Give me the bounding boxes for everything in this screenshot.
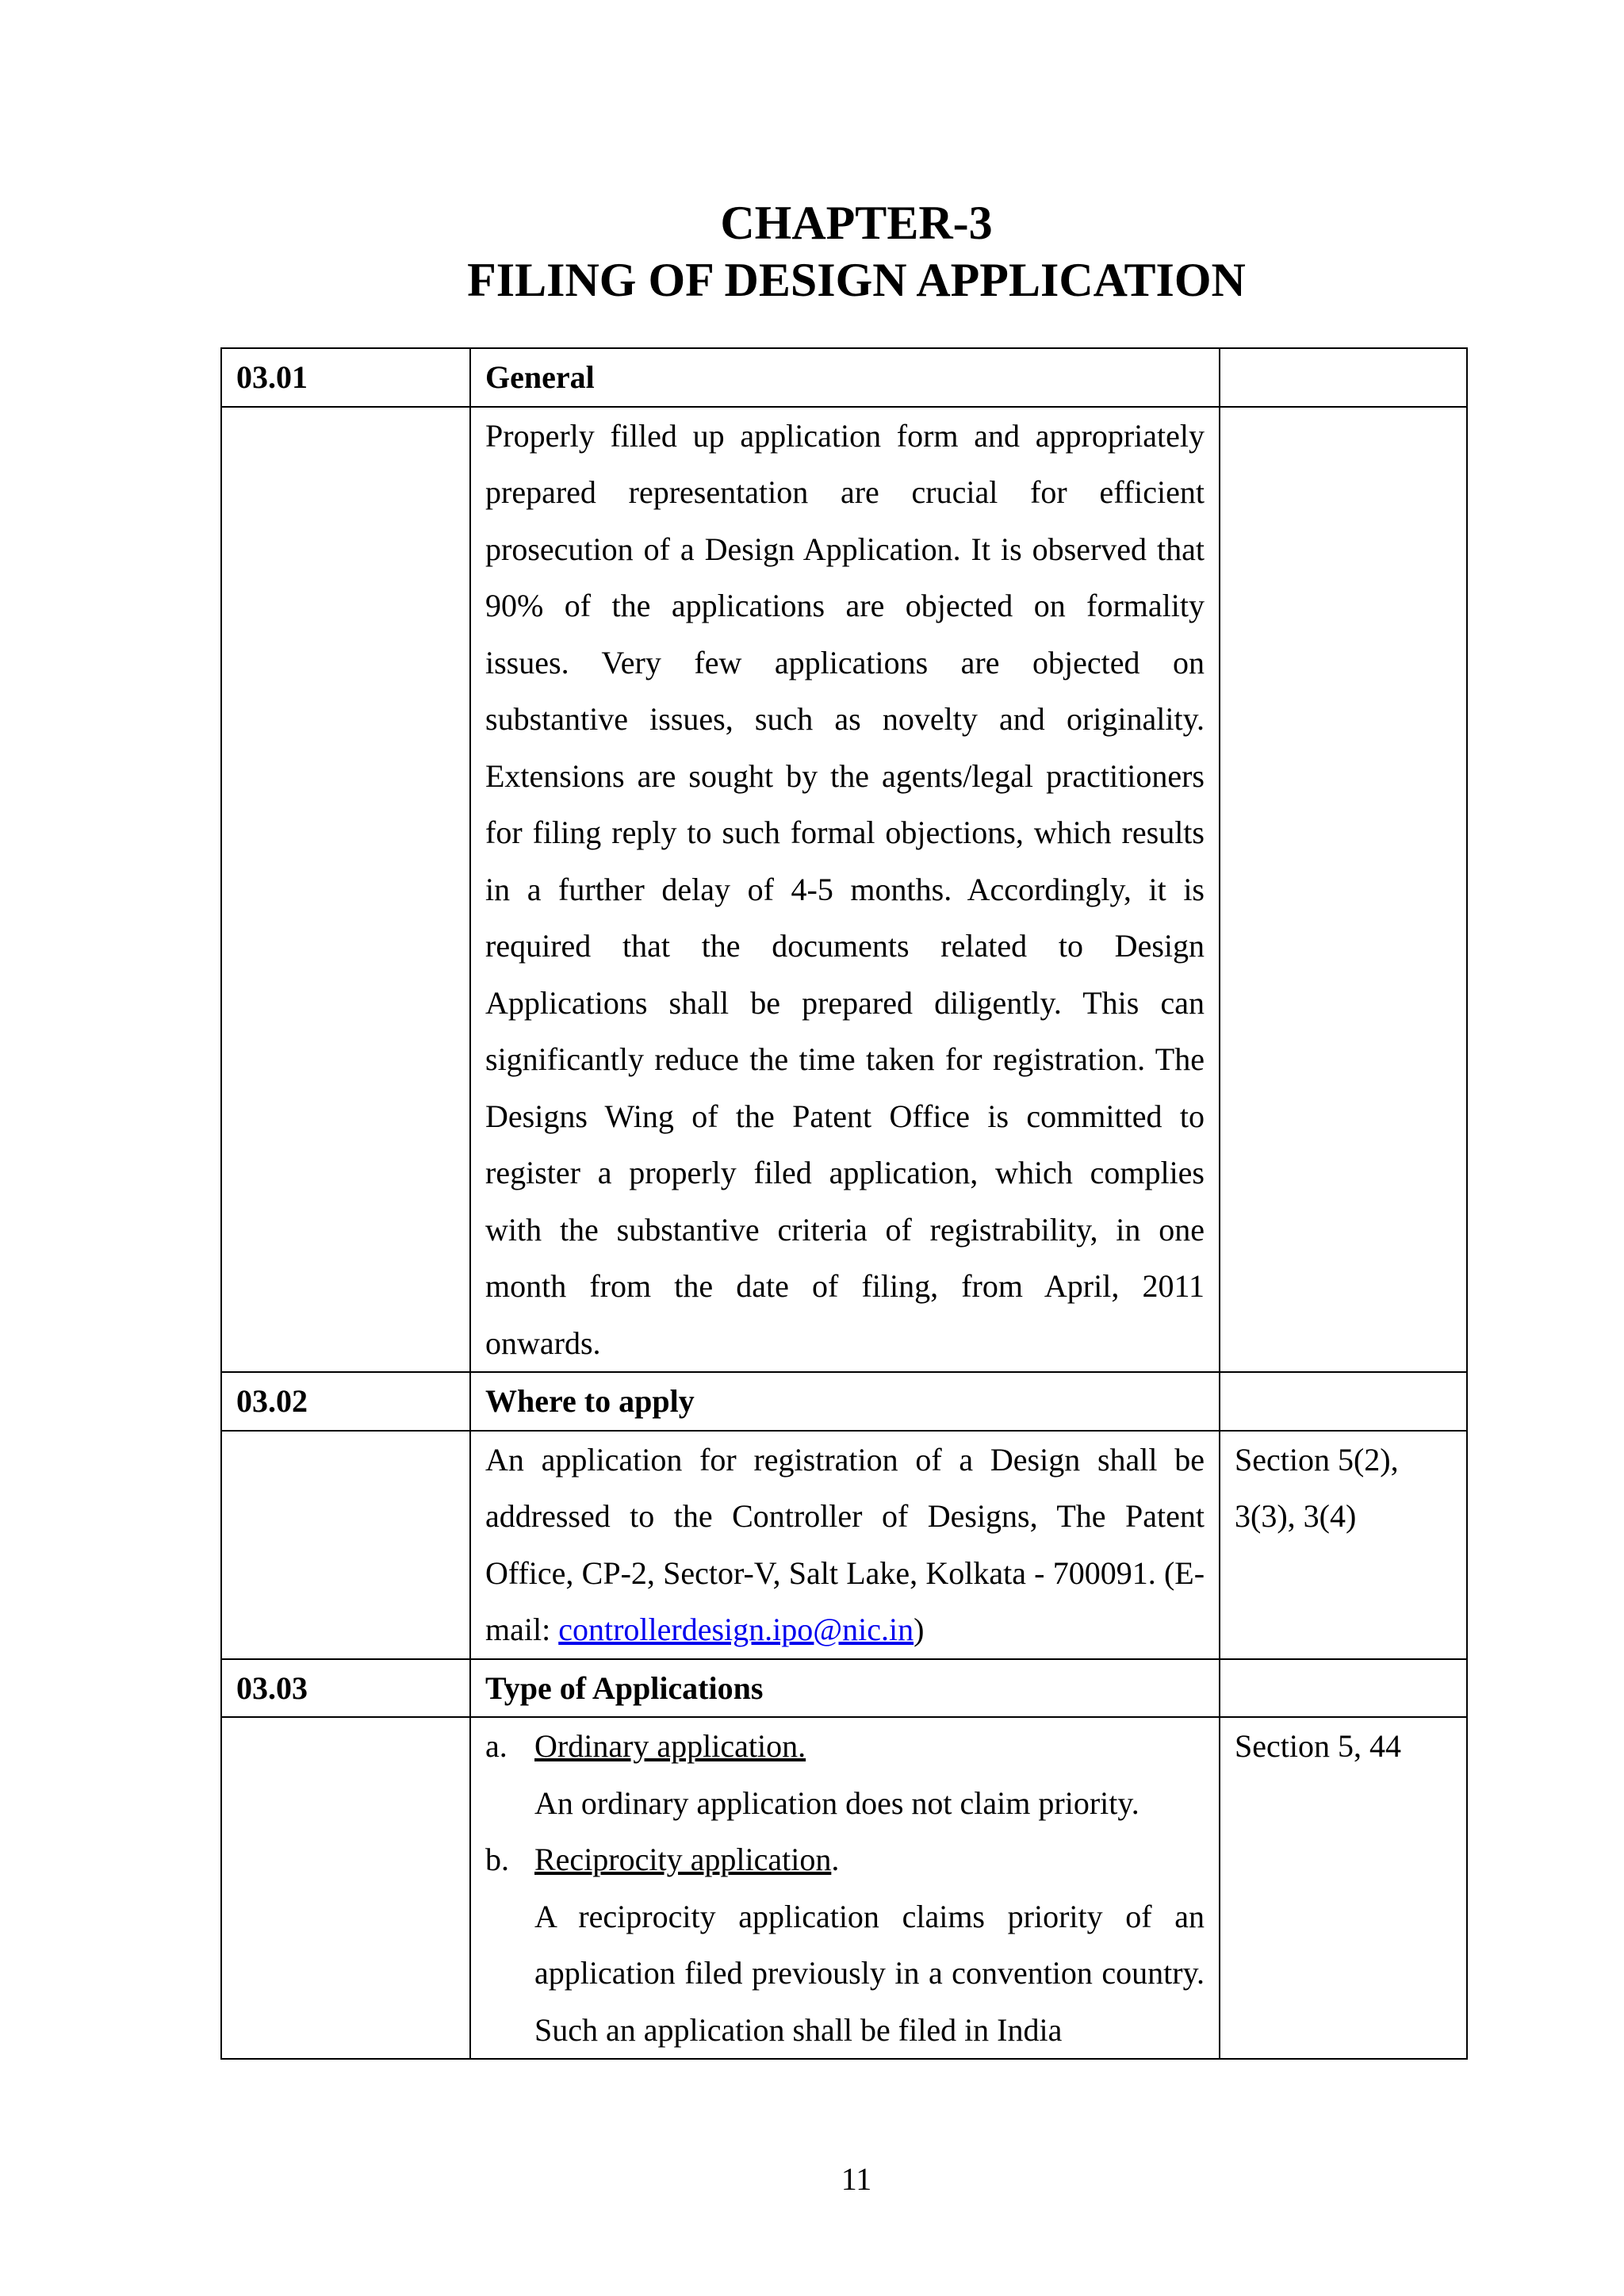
section-number: 03.01 bbox=[221, 348, 470, 407]
list-marker: a. bbox=[485, 1728, 508, 1764]
section-body bbox=[470, 1431, 1220, 1659]
section-body-row bbox=[221, 1431, 1467, 1659]
section-header-row bbox=[221, 348, 1467, 407]
empty-cell bbox=[221, 1717, 470, 2059]
section-body-row bbox=[221, 407, 1467, 1373]
list-item-title: Ordinary application. bbox=[534, 1728, 806, 1764]
section-reference-empty bbox=[1220, 1659, 1467, 1718]
empty-cell bbox=[221, 1431, 470, 1659]
list-item-title-suffix: . bbox=[831, 1842, 840, 1877]
list-item bbox=[485, 1718, 1205, 1775]
section-reference-empty bbox=[1220, 348, 1467, 407]
section-reference: Section 5, 44 bbox=[1220, 1717, 1467, 2059]
section-heading: Type of Applications bbox=[470, 1659, 1220, 1718]
section-reference: Section 5(2), 3(3), 3(4) bbox=[1220, 1431, 1467, 1659]
section-reference-empty bbox=[1220, 1372, 1467, 1431]
address-text: An application for registration of a Design shall be addressed to the Controller of Designs, The Patent Office, CP-2, Sector-V, Salt Lake, Kolkata - 700091. bbox=[485, 1441, 1205, 1591]
section-header-row bbox=[221, 1659, 1467, 1718]
list-item-description: An ordinary application does not claim priority. bbox=[534, 1784, 1139, 1821]
email-suffix: ) bbox=[914, 1612, 925, 1647]
list-item bbox=[485, 1831, 1205, 1888]
email-link[interactable]: controllerdesign.ipo@nic.in bbox=[558, 1612, 914, 1647]
section-header-row bbox=[221, 1372, 1467, 1431]
chapter-title: FILING OF DESIGN APPLICATION bbox=[467, 254, 1246, 306]
section-number: 03.02 bbox=[221, 1372, 470, 1431]
section-heading: Where to apply bbox=[470, 1372, 1220, 1431]
section-reference bbox=[1220, 407, 1467, 1373]
content-table bbox=[220, 347, 1468, 2060]
section-number: 03.03 bbox=[221, 1659, 470, 1718]
application-type-list bbox=[470, 1717, 1220, 2059]
email-prefix: (E-mail: bbox=[485, 1554, 1205, 1647]
chapter-number: CHAPTER-3 bbox=[720, 197, 993, 249]
list-item-description: A reciprocity application claims priority of an application filed previously in a convention country. Such an application shall be filed in India bbox=[534, 1898, 1205, 2048]
section-body-row bbox=[221, 1717, 1467, 2059]
list-marker: b. bbox=[485, 1842, 509, 1877]
list-item-title: Reciprocity application bbox=[534, 1842, 832, 1877]
section-body: Properly filled up application form and appropriately prepared representation are crucial for efficient prosecution of a Design Application. It is observed that 90% of the applications are objected on formality issues. Very few applications are objected on substantive issues, such as novelty and originality. Extensions are sought by the agents/legal practitioners for filing reply to such formal objections, which results in a further delay of 4-5 months. Accordingly, it is required that the documents related to Design Applications shall be prepared diligently. This can significantly reduce the time taken for registration. The Designs Wing of the Patent Office is committed to register a properly filed application, which complies with the substantive criteria of registrability, in one month from the date of filing, from April, 2011 onwards. bbox=[470, 407, 1220, 1373]
section-heading: General bbox=[470, 348, 1220, 407]
page-number: 11 bbox=[841, 2161, 872, 2197]
empty-cell bbox=[221, 407, 470, 1373]
